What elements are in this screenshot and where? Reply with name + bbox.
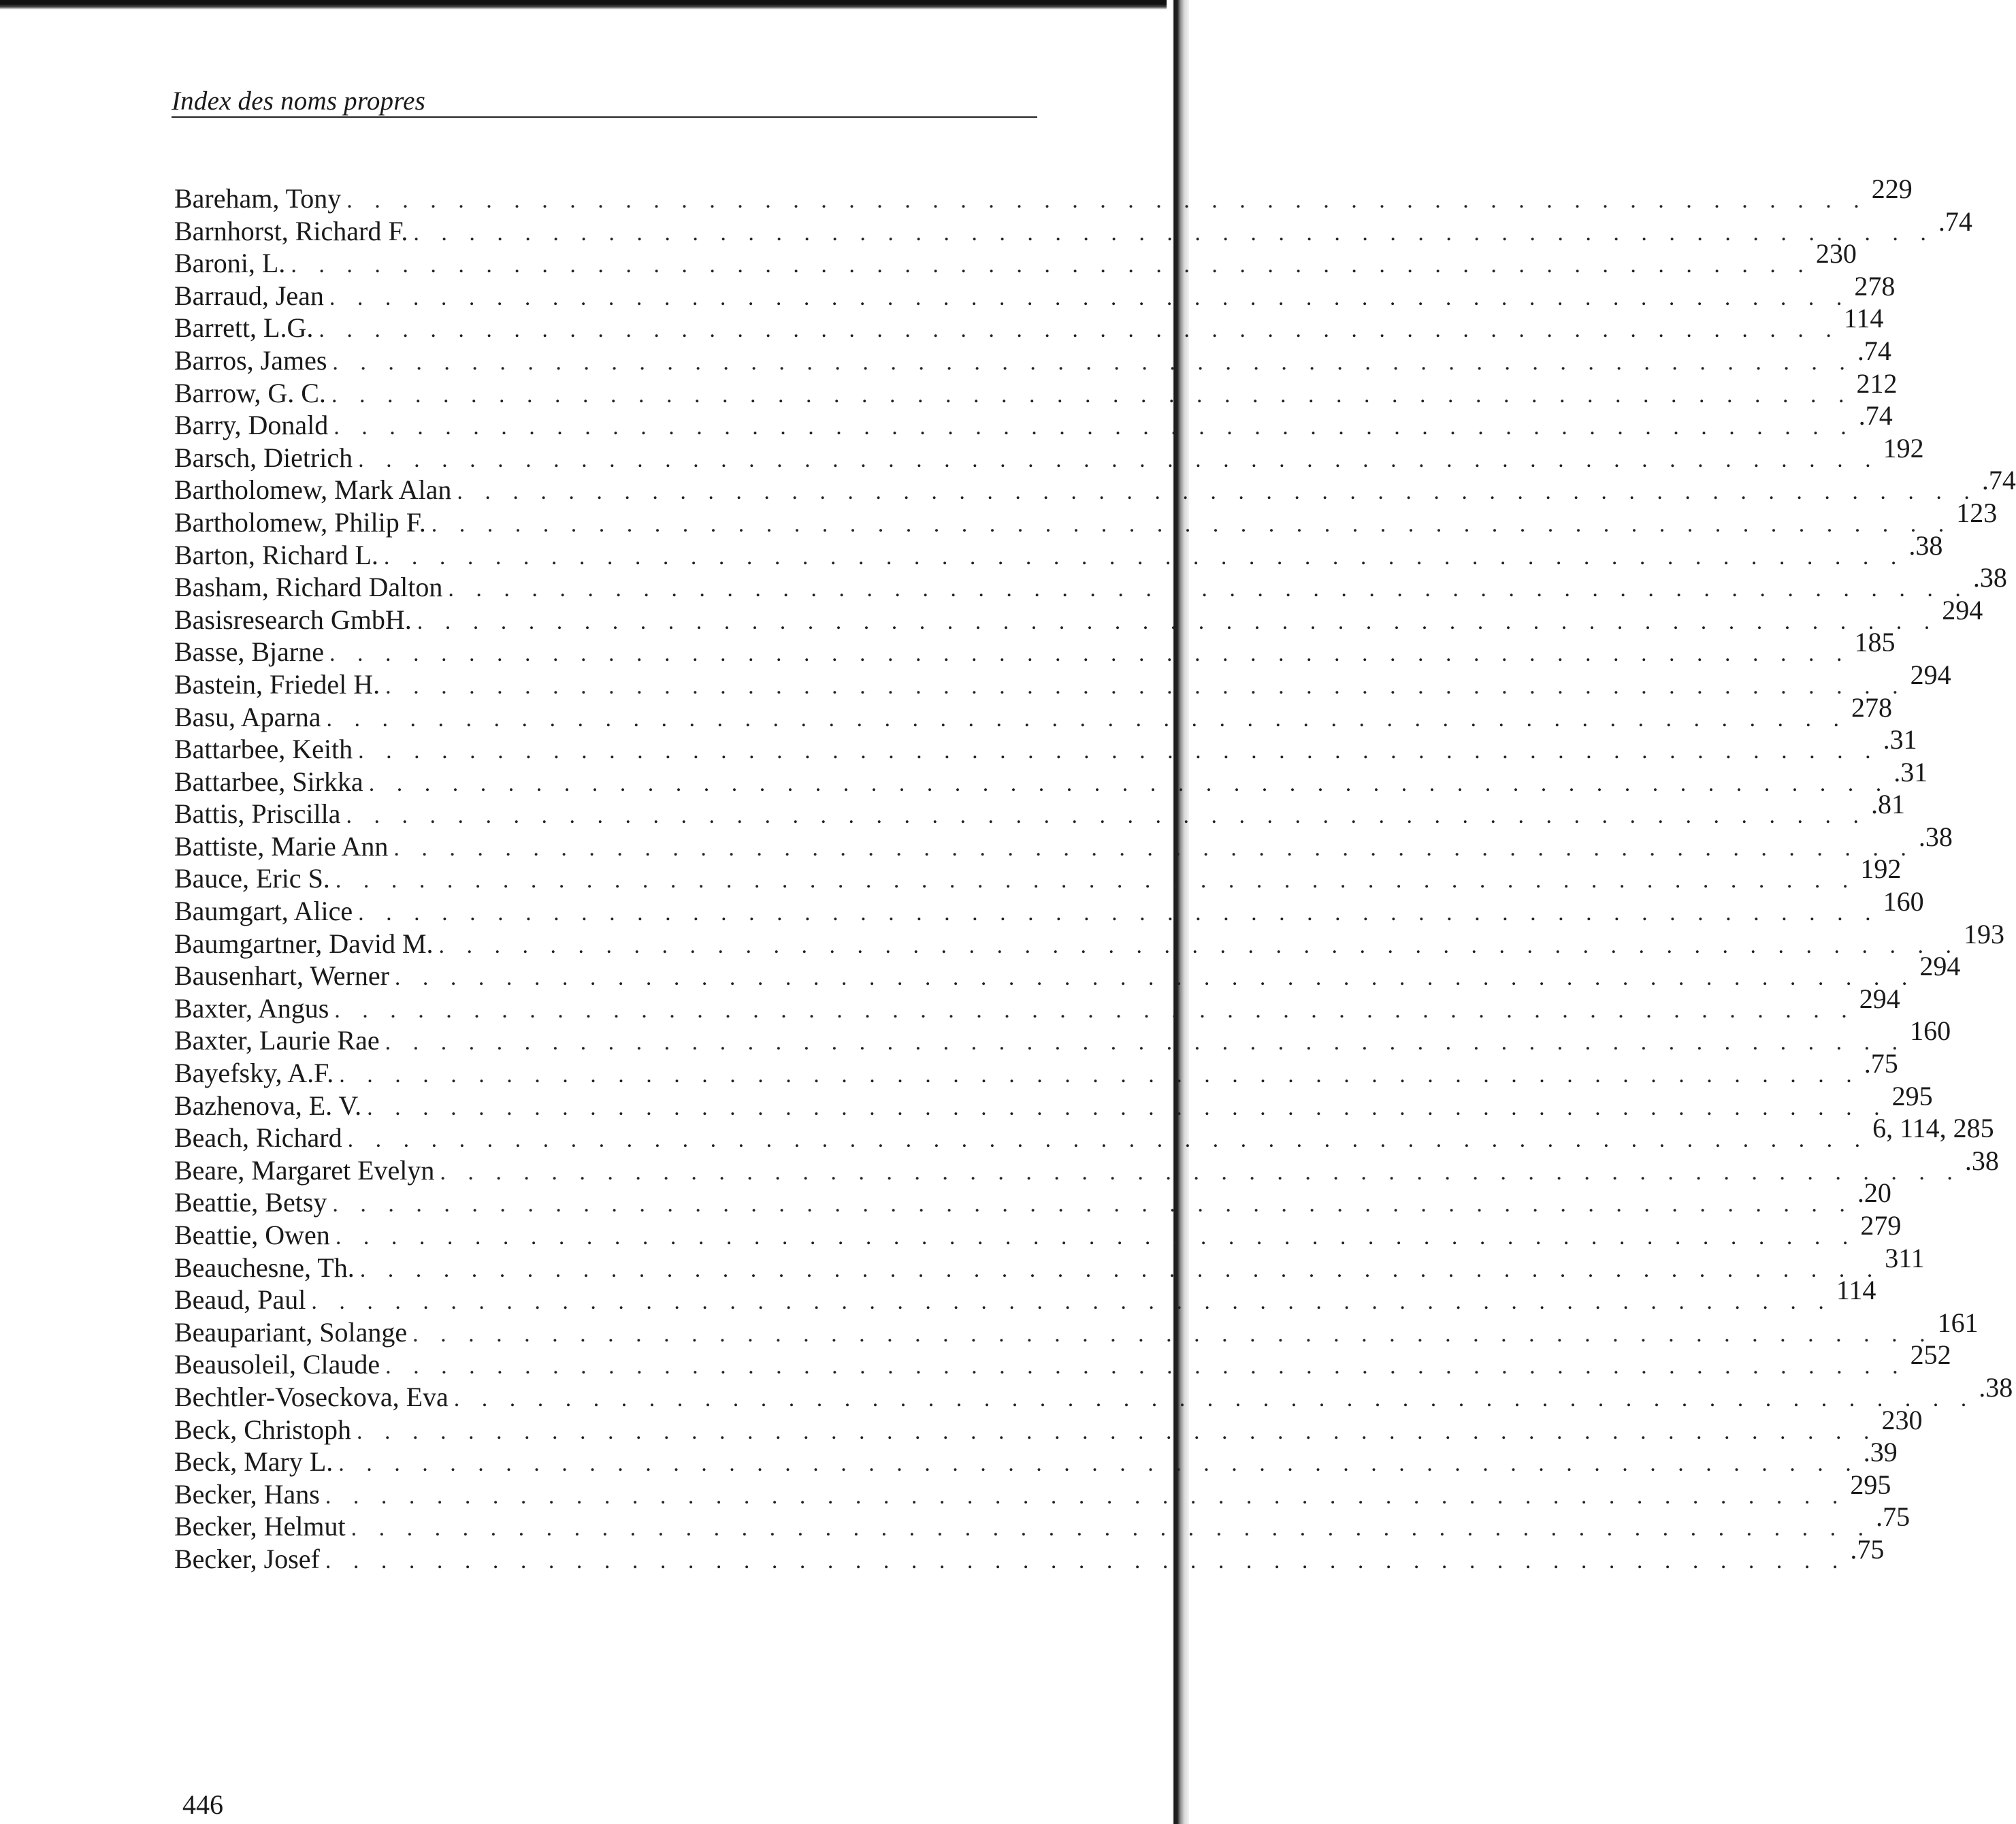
running-head — [172, 86, 1037, 118]
index-entry — [174, 1145, 1999, 1187]
entry-pages: 161 — [1937, 1307, 1979, 1338]
index-entry — [174, 238, 1857, 280]
entry-pages: 192 — [1860, 853, 1902, 885]
dot-leader: . . . . . . . . . . . . . . . . . . . . . . . . . . . . . . . . . . . . . . . . . . . . . . . . . . . . . . . — [417, 608, 1938, 634]
running-head-title: Index des noms propres — [172, 86, 426, 116]
entry-name: Battis, Priscilla — [174, 798, 341, 830]
dot-leader: . . . . . . . . . . . . . . . . . . . . . . . . . . . . . . . . . . . . . . . . . . . . . . . . . . . . . . . — [332, 1192, 1853, 1218]
entry-name: Basham, Richard Dalton — [174, 572, 443, 603]
entry-pages: .31 — [1883, 724, 1917, 755]
dot-leader: . . . . . . . . . . . . . . . . . . . . . . . . . . . . . . . . . . . . . . . . . . . . . . . . . . . . . . . — [346, 188, 1868, 213]
entry-name: Baumgartner, David M. — [174, 928, 434, 959]
entry-name: Beaud, Paul — [174, 1284, 306, 1316]
dot-leader: . . . . . . . . . . . . . . . . . . . . . . . . . . . . . . . . . . . . . . . . . . . . . . . . . . . . . . . — [413, 220, 1934, 246]
entry-pages: .74 — [1857, 335, 1891, 366]
dot-leader: . . . . . . . . . . . . . . . . . . . . . . . . . . . . . . . . . . . . . . . . . . . . . . . . . . . . . . . — [331, 382, 1853, 408]
entry-name: Beaupariant, Solange — [174, 1316, 408, 1348]
entry-pages: 6, 114, 285 — [1872, 1113, 1994, 1144]
dot-leader: . . . . . . . . . . . . . . . . . . . . . . . . . . . . . . . . . . . . . . . . . . . . . . . . . . . . . . . — [311, 1289, 1832, 1315]
entry-name: Bazhenova, E. V. — [174, 1090, 362, 1121]
entry-pages: 294 — [1910, 659, 1951, 690]
entry-pages: .38 — [1979, 1371, 2013, 1403]
index-entry — [174, 1339, 1951, 1381]
entry-name: Beach, Richard — [174, 1122, 342, 1154]
index-entry — [174, 368, 1898, 410]
dot-leader: . . . . . . . . . . . . . . . . . . . . . . . . . . . . . . . . . . . . . . . . . . . . . . . . . . . . . . . — [393, 835, 1915, 861]
dot-leader: . . . . . . . . . . . . . . . . . . . . . . . . . . . . . . . . . . . . . . . . . . . . . . . . . . . . . . . — [358, 900, 1879, 926]
index-entry — [174, 789, 1905, 830]
index-entry — [174, 497, 1998, 539]
dot-leader: . . . . . . . . . . . . . . . . . . . . . . . . . . . . . . . . . . . . . . . . . . . . . . . . . . . . . . . — [339, 1062, 1860, 1088]
entry-pages: .31 — [1893, 756, 1928, 787]
entry-pages: 278 — [1851, 691, 1893, 723]
index-entry — [174, 1113, 1994, 1154]
index-entry — [174, 659, 1951, 701]
index-entry — [174, 1275, 1876, 1316]
entry-pages: 160 — [1883, 886, 1924, 917]
dot-leader: . . . . . . . . . . . . . . . . . . . . . . . . . . . . . . . . . . . . . . . . . . . . . . . . . . . . . . . — [319, 317, 1840, 343]
entry-pages: 295 — [1891, 1080, 1933, 1111]
dot-leader: . . . . . . . . . . . . . . . . . . . . . . . . . . . . . . . . . . . . . . . . . . . . . . . . . . . . . . . — [431, 511, 1953, 537]
entry-name: Beare, Margaret Evelyn — [174, 1154, 435, 1186]
index-entry — [174, 983, 1900, 1025]
index-entry — [174, 530, 1943, 572]
entry-pages: 294 — [1919, 951, 1961, 982]
index-entry — [174, 1242, 1925, 1284]
entry-name: Beck, Mary L. — [174, 1446, 334, 1478]
dot-leader: . . . . . . . . . . . . . . . . . . . . . . . . . . . . . . . . . . . . . . . . . . . . . . . . . . . . . . . — [385, 673, 1906, 699]
dot-leader: . . . . . . . . . . . . . . . . . . . . . . . . . . . . . . . . . . . . . . . . . . . . . . . . . . . . . . . — [359, 1256, 1881, 1282]
dot-leader: . . . . . . . . . . . . . . . . . . . . . . . . . . . . . . . . . . . . . . . . . . . . . . . . . . . . . . . — [329, 284, 1851, 310]
index-entry — [174, 1015, 1951, 1057]
dot-leader: . . . . . . . . . . . . . . . . . . . . . . . . . . . . . . . . . . . . . . . . . . . . . . . . . . . . . . . — [453, 1386, 1975, 1412]
entry-name: Baroni, L. — [174, 248, 286, 279]
entry-pages: 114 — [1836, 1275, 1876, 1306]
entry-name: Barsch, Dietrich — [174, 442, 353, 473]
entry-pages: .38 — [1964, 1145, 1999, 1176]
entry-pages: 212 — [1856, 368, 1898, 399]
scan-top-edge — [0, 0, 1189, 10]
entry-pages: .38 — [1918, 821, 1953, 852]
index-entry — [174, 562, 2007, 604]
entry-pages: 193 — [1964, 918, 2005, 949]
dot-leader: . . . . . . . . . . . . . . . . . . . . . . . . . . . . . . . . . . . . . . . . . . . . . . . . . . . . . . . — [438, 932, 1960, 958]
entry-name: Bartholomew, Mark Alan — [174, 474, 452, 506]
dot-leader: . . . . . . . . . . . . . . . . . . . . . . . . . . . . . . . . . . . . . . . . . . . . . . . . . . . . . . . — [440, 1159, 1961, 1185]
dot-leader: . . . . . . . . . . . . . . . . . . . . . . . . . . . . . . . . . . . . . . . . . . . . . . . . . . . . . . . — [385, 1030, 1906, 1056]
entry-pages: 294 — [1942, 594, 1983, 625]
entry-name: Becker, Hans — [174, 1478, 320, 1510]
dot-leader: . . . . . . . . . . . . . . . . . . . . . . . . . . . . . . . . . . . . . . . . . . . . . . . . . . . . . . . — [334, 414, 1855, 440]
index-entry — [174, 1469, 1891, 1511]
index-entry — [174, 174, 1913, 215]
index-entry — [174, 270, 1896, 312]
entry-name: Bareham, Tony — [174, 183, 342, 214]
entry-name: Barrett, L.G. — [174, 312, 314, 344]
entry-pages: 311 — [1885, 1242, 1925, 1273]
entry-name: Becker, Helmut — [174, 1511, 346, 1542]
dot-leader: . . . . . . . . . . . . . . . . . . . . . . . . . . . . . . . . . . . . . . . . . . . . . . . . . . . . . . . — [335, 868, 1857, 894]
index-entry — [174, 724, 1917, 766]
index-entry — [174, 756, 1928, 798]
entry-pages: 185 — [1854, 627, 1896, 658]
dot-leader: . . . . . . . . . . . . . . . . . . . . . . . . . . . . . . . . . . . . . . . . . . . . . . . . . . . . . . . — [338, 1451, 1859, 1477]
dot-leader: . . . . . . . . . . . . . . . . . . . . . . . . . . . . . . . . . . . . . . . . . . . . . . . . . . . . . . . — [347, 1127, 1869, 1153]
dot-leader: . . . . . . . . . . . . . . . . . . . . . . . . . . . . . . . . . . . . . . . . . . . . . . . . . . . . . . . — [326, 706, 1848, 732]
index-entry — [174, 303, 1884, 344]
entry-pages: .81 — [1870, 789, 1905, 820]
entry-name: Bechtler-Voseckova, Eva — [174, 1381, 449, 1412]
entry-pages: 229 — [1871, 174, 1913, 204]
dot-leader: . . . . . . . . . . . . . . . . . . . . . . . . . . . . . . . . . . . . . . . . . . . . . . . . . . . . . . . — [346, 803, 1867, 829]
index-entry — [174, 951, 1961, 992]
entry-name: Barros, James — [174, 344, 327, 376]
dot-leader: . . . . . . . . . . . . . . . . . . . . . . . . . . . . . . . . . . . . . . . . . . . . . . . . . . . . . . . — [412, 1321, 1934, 1347]
entry-pages: .75 — [1850, 1533, 1885, 1565]
entry-pages: 295 — [1850, 1469, 1891, 1500]
index-entry — [174, 853, 1902, 895]
dot-leader: . . . . . . . . . . . . . . . . . . . . . . . . . . . . . . . . . . . . . . . . . . . . . . . . . . . . . . . — [335, 1224, 1857, 1250]
entry-name: Beattie, Betsy — [174, 1187, 327, 1218]
entry-pages: 294 — [1859, 983, 1900, 1014]
dot-leader: . . . . . . . . . . . . . . . . . . . . . . . . . . . . . . . . . . . . . . . . . . . . . . . . . . . . . . . — [291, 253, 1812, 278]
dot-leader: . . . . . . . . . . . . . . . . . . . . . . . . . . . . . . . . . . . . . . . . . . . . . . . . . . . . . . . — [351, 1516, 1872, 1542]
entry-pages: 160 — [1910, 1015, 1951, 1047]
entry-name: Baumgart, Alice — [174, 896, 353, 927]
entry-name: Basisresearch GmbH. — [174, 604, 412, 635]
dot-leader: . . . . . . . . . . . . . . . . . . . . . . . . . . . . . . . . . . . . . . . . . . . . . . . . . . . . . . . — [457, 479, 1978, 505]
index-entry — [174, 1533, 1885, 1576]
entry-pages: .74 — [1858, 400, 1893, 431]
index-list — [174, 174, 2016, 1576]
entry-name: Barry, Donald — [174, 410, 329, 441]
entry-name: Beck, Christoph — [174, 1414, 351, 1445]
dot-leader: . . . . . . . . . . . . . . . . . . . . . . . . . . . . . . . . . . . . . . . . . . . . . . . . . . . . . . . — [325, 1548, 1847, 1574]
index-entry — [174, 886, 1924, 928]
dot-leader: . . . . . . . . . . . . . . . . . . . . . . . . . . . . . . . . . . . . . . . . . . . . . . . . . . . . . . . — [358, 446, 1879, 472]
index-entry — [174, 1210, 1902, 1252]
entry-name: Battiste, Marie Ann — [174, 830, 389, 862]
entry-pages: 278 — [1854, 270, 1896, 302]
dot-leader: . . . . . . . . . . . . . . . . . . . . . . . . . . . . . . . . . . . . . . . . . . . . . . . . . . . . . . . — [334, 997, 1855, 1023]
dot-leader: . . . . . . . . . . . . . . . . . . . . . . . . . . . . . . . . . . . . . . . . . . . . . . . . . . . . . . . — [448, 576, 1969, 602]
entry-name: Basu, Aparna — [174, 701, 321, 732]
entry-name: Bayefsky, A.F. — [174, 1058, 334, 1089]
dot-leader: . . . . . . . . . . . . . . . . . . . . . . . . . . . . . . . . . . . . . . . . . . . . . . . . . . . . . . . — [367, 1094, 1888, 1120]
page-number: 446 — [182, 1789, 223, 1820]
dot-leader: . . . . . . . . . . . . . . . . . . . . . . . . . . . . . . . . . . . . . . . . . . . . . . . . . . . . . . . — [332, 349, 1853, 375]
entry-pages: 192 — [1883, 432, 1924, 463]
index-entry — [174, 206, 1972, 248]
entry-name: Baxter, Angus — [174, 992, 329, 1024]
entry-pages: 123 — [1956, 497, 1998, 528]
index-entry — [174, 1177, 1891, 1219]
index-entry — [174, 1048, 1898, 1090]
dot-leader: . . . . . . . . . . . . . . . . . . . . . . . . . . . . . . . . . . . . . . . . . . . . . . . . . . . . . . . — [385, 1354, 1906, 1380]
entry-pages: .75 — [1864, 1048, 1898, 1079]
entry-name: Beattie, Owen — [174, 1220, 330, 1250]
entry-name: Barnhorst, Richard F. — [174, 215, 408, 246]
entry-pages: 230 — [1815, 238, 1857, 270]
entry-name: Becker, Josef — [174, 1543, 320, 1574]
entry-pages: .20 — [1857, 1177, 1891, 1209]
entry-pages: .38 — [1908, 530, 1943, 561]
index-entry — [174, 627, 1896, 668]
dot-leader: . . . . . . . . . . . . . . . . . . . . . . . . . . . . . . . . . . . . . . . . . . . . . . . . . . . . . . . — [358, 738, 1879, 764]
entry-name: Barton, Richard L. — [174, 539, 378, 570]
dot-leader: . . . . . . . . . . . . . . . . . . . . . . . . . . . . . . . . . . . . . . . . . . . . . . . . . . . . . . . — [368, 770, 1890, 796]
dot-leader: . . . . . . . . . . . . . . . . . . . . . . . . . . . . . . . . . . . . . . . . . . . . . . . . . . . . . . . — [325, 1483, 1847, 1509]
entry-pages: .39 — [1863, 1437, 1898, 1468]
index-entry — [174, 1437, 1898, 1478]
entry-pages: .74 — [1938, 206, 1972, 237]
index-entry — [174, 335, 1891, 377]
index-entry — [174, 1080, 1933, 1122]
entry-name: Battarbee, Keith — [174, 734, 353, 765]
entry-pages: .38 — [1972, 562, 2007, 593]
dot-leader: . . . . . . . . . . . . . . . . . . . . . . . . . . . . . . . . . . . . . . . . . . . . . . . . . . . . . . . — [356, 1418, 1878, 1444]
entry-name: Bastein, Friedel H. — [174, 668, 380, 700]
entry-pages: 230 — [1881, 1404, 1923, 1435]
entry-name: Barraud, Jean — [174, 280, 324, 311]
entry-name: Bauce, Eric S. — [174, 863, 330, 894]
entry-name: Battarbee, Sirkka — [174, 766, 363, 797]
entry-name: Basse, Bjarne — [174, 636, 324, 668]
entry-pages: 279 — [1860, 1210, 1902, 1241]
entry-name: Beausoleil, Claude — [174, 1349, 380, 1380]
entry-name: Bausenhart, Werner — [174, 960, 389, 992]
entry-pages: .75 — [1876, 1501, 1911, 1533]
entry-pages: .74 — [1981, 465, 2016, 496]
index-entry — [174, 400, 1893, 442]
index-entry — [174, 1307, 1979, 1349]
index-entry — [174, 432, 1924, 474]
index-entry — [174, 465, 2016, 506]
index-entry — [174, 918, 2005, 960]
index-entry — [174, 1404, 1923, 1446]
entry-pages: 114 — [1843, 303, 1884, 334]
entry-name: Barrow, G. C. — [174, 377, 326, 408]
entry-name: Baxter, Laurie Rae — [174, 1025, 380, 1056]
index-entry — [174, 1501, 1911, 1543]
dot-leader: . . . . . . . . . . . . . . . . . . . . . . . . . . . . . . . . . . . . . . . . . . . . . . . . . . . . . . . — [394, 965, 1916, 991]
index-entry — [174, 821, 1953, 863]
index-entry — [174, 691, 1893, 734]
entry-pages: 252 — [1910, 1339, 1951, 1371]
index-entry — [174, 1371, 2013, 1414]
dot-leader: . . . . . . . . . . . . . . . . . . . . . . . . . . . . . . . . . . . . . . . . . . . . . . . . . . . . . . . — [383, 544, 1905, 570]
dot-leader: . . . . . . . . . . . . . . . . . . . . . . . . . . . . . . . . . . . . . . . . . . . . . . . . . . . . . . . — [329, 641, 1851, 667]
entry-name: Beauchesne, Th. — [174, 1252, 355, 1283]
entry-name: Bartholomew, Philip F. — [174, 506, 426, 538]
index-entry — [174, 594, 1983, 636]
